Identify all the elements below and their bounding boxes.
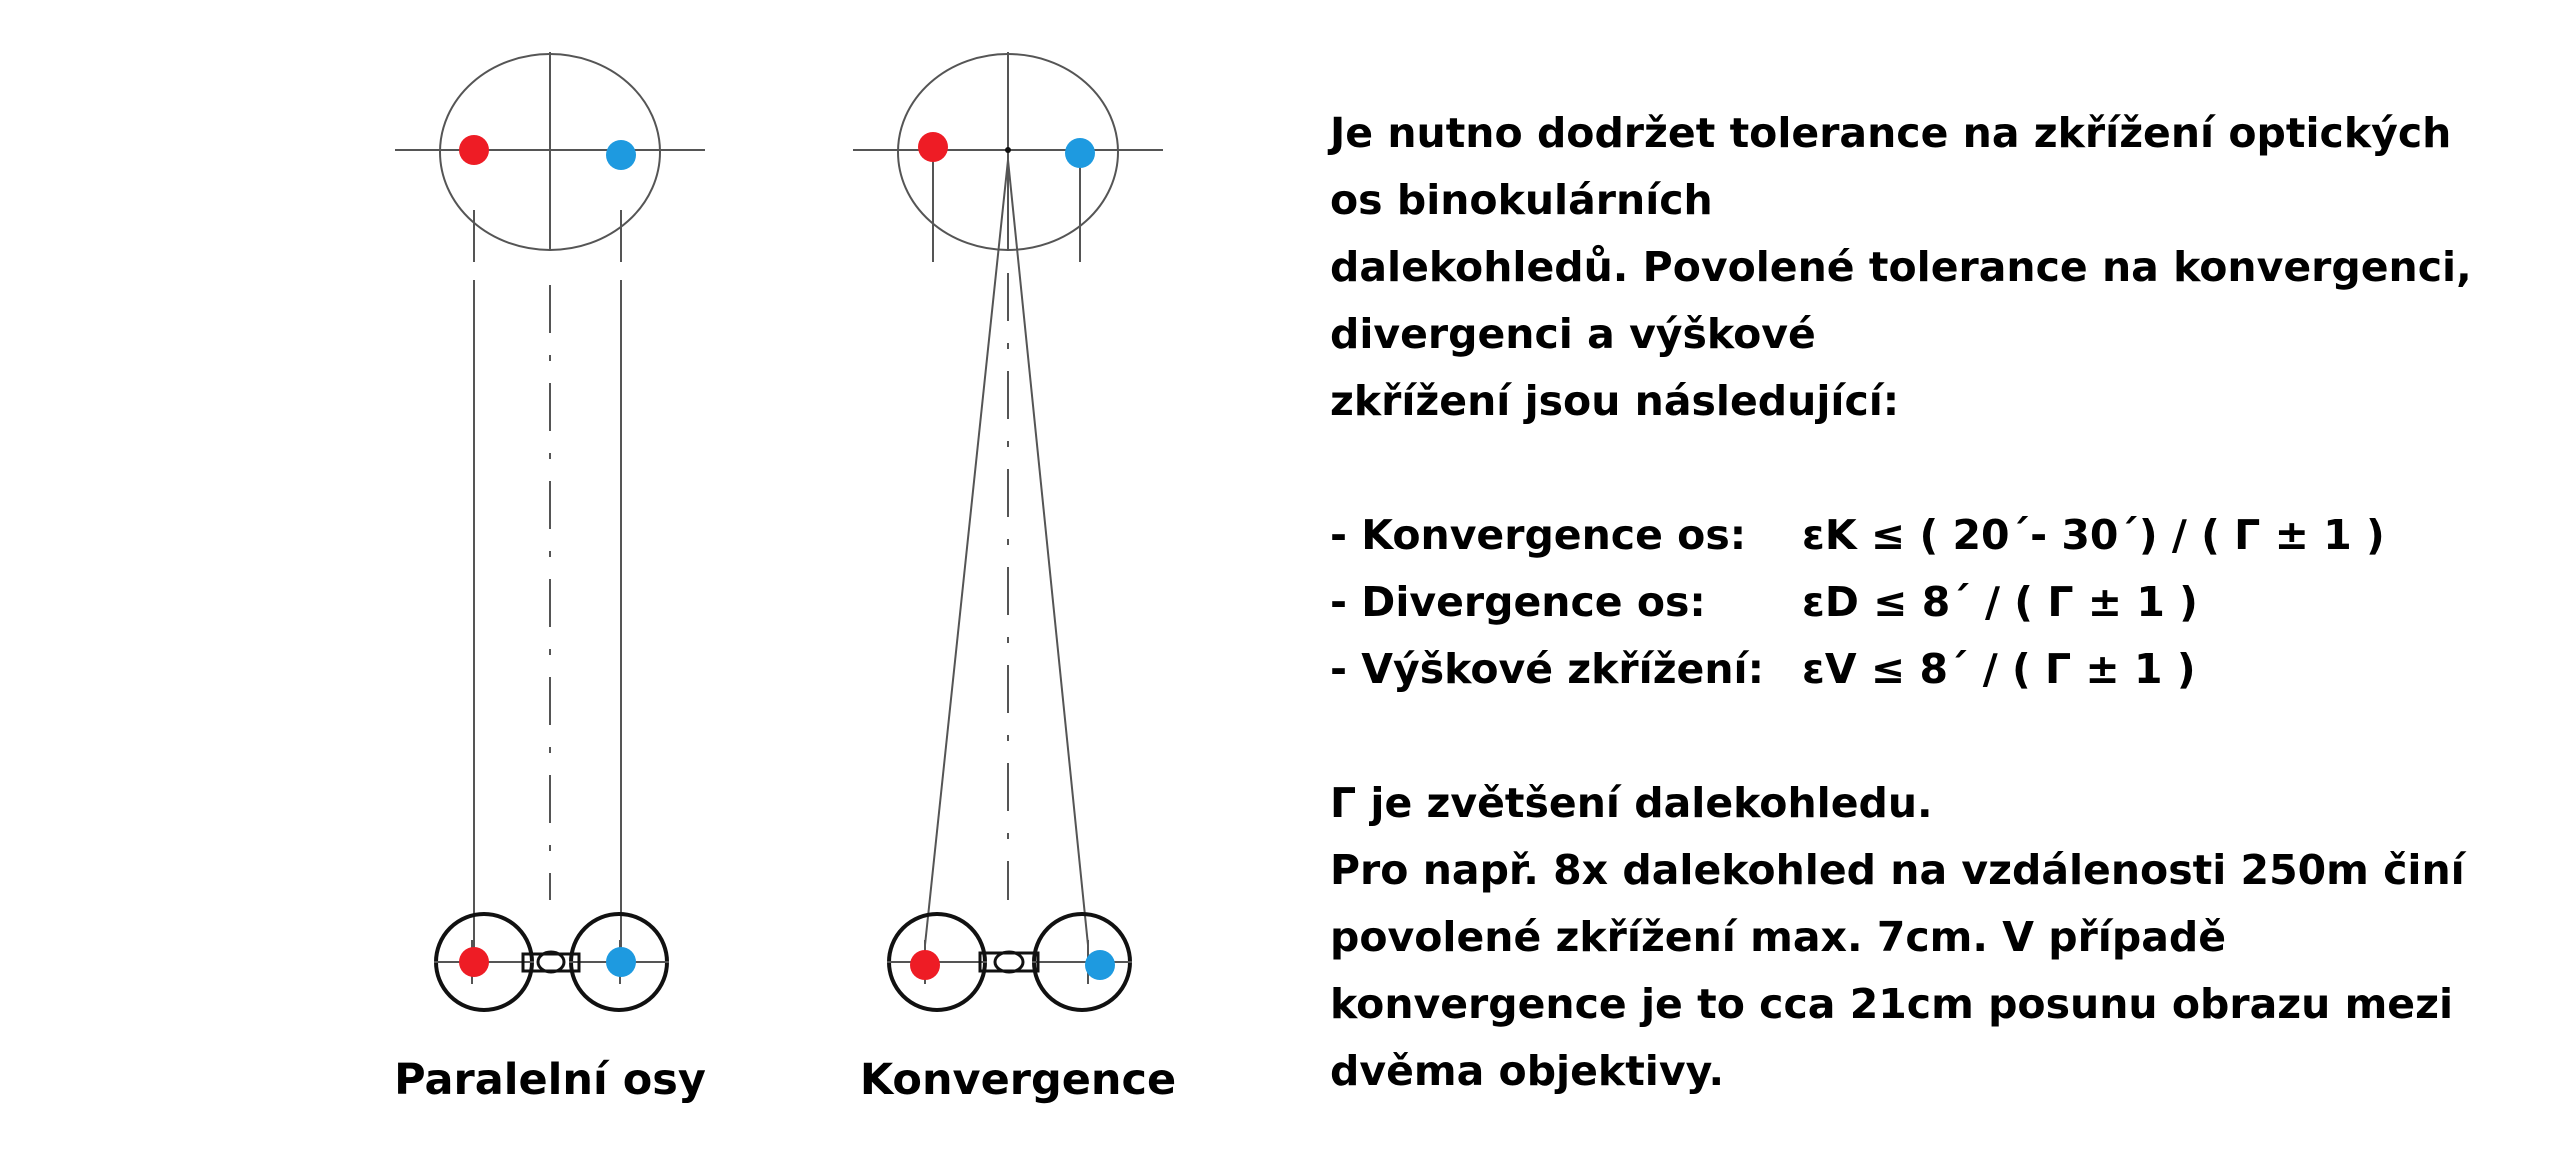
tolerance-formula: εD ≤ 8´ / ( Γ ± 1 ) xyxy=(1802,578,2198,626)
tolerance-row xyxy=(1330,502,2550,569)
outro-line: povolené zkřížení max. 7cm. V případě xyxy=(1330,913,2227,961)
convergence-binocular xyxy=(887,914,1132,1010)
tolerance-row xyxy=(1330,636,2550,703)
spacer xyxy=(1330,703,2550,770)
convergence-objective-point-left xyxy=(910,950,940,980)
intro-line: os binokulárních xyxy=(1330,176,1713,224)
intro-line: Je nutno dodržet tolerance na zkřížení optických xyxy=(1330,109,2452,157)
convergence-axis-left xyxy=(925,160,1008,945)
convergence-point xyxy=(1005,147,1011,153)
convergence-objective-point-right xyxy=(1085,950,1115,980)
convergence-target-point-left xyxy=(918,132,948,162)
intro-line: divergenci a výškové xyxy=(1330,310,1816,358)
convergence-bridge xyxy=(980,953,1038,971)
tolerance-formula: εV ≤ 8´ / ( Γ ± 1 ) xyxy=(1802,645,2196,693)
outro-line: konvergence je to cca 21cm posunu obrazu mezi xyxy=(1330,980,2454,1028)
outro-line: dvěma objektivy. xyxy=(1330,1047,1725,1095)
tolerance-label: - Konvergence os: xyxy=(1330,511,1747,559)
parallel-objective-point-right xyxy=(606,947,636,977)
outro-line: Γ je zvětšení dalekohledu. xyxy=(1330,779,1933,827)
caption-convergence: Konvergence xyxy=(859,1055,1177,1105)
caption-parallel-axes: Paralelní osy xyxy=(394,1055,706,1105)
explanation-text xyxy=(1330,100,2550,1105)
convergence-figure xyxy=(853,52,1163,1010)
tolerance-label: - Výškové zkřížení: xyxy=(1330,645,1765,693)
tolerance-formula: εK ≤ ( 20´- 30´) / ( Γ ± 1 ) xyxy=(1802,511,2385,559)
convergence-hinge xyxy=(995,952,1023,972)
spacer xyxy=(1330,435,2550,502)
convergence-axis-right xyxy=(1008,160,1088,945)
tolerance-row xyxy=(1330,569,2550,636)
tolerance-label: - Divergence os: xyxy=(1330,578,1706,626)
parallel-target-point-left xyxy=(459,135,489,165)
parallel-axes-figure xyxy=(395,52,705,1010)
parallel-binocular xyxy=(434,914,669,1010)
convergence-target-point-right xyxy=(1065,138,1095,168)
intro-line: zkřížení jsou následující: xyxy=(1330,377,1900,425)
intro-line: dalekohledů. Povolené tolerance na konvergenci, xyxy=(1330,243,2472,291)
parallel-objective-point-left xyxy=(459,947,489,977)
parallel-target-point-right xyxy=(606,140,636,170)
outro-line: Pro např. 8x dalekohled na vzdálenosti 250m činí xyxy=(1330,846,2465,894)
